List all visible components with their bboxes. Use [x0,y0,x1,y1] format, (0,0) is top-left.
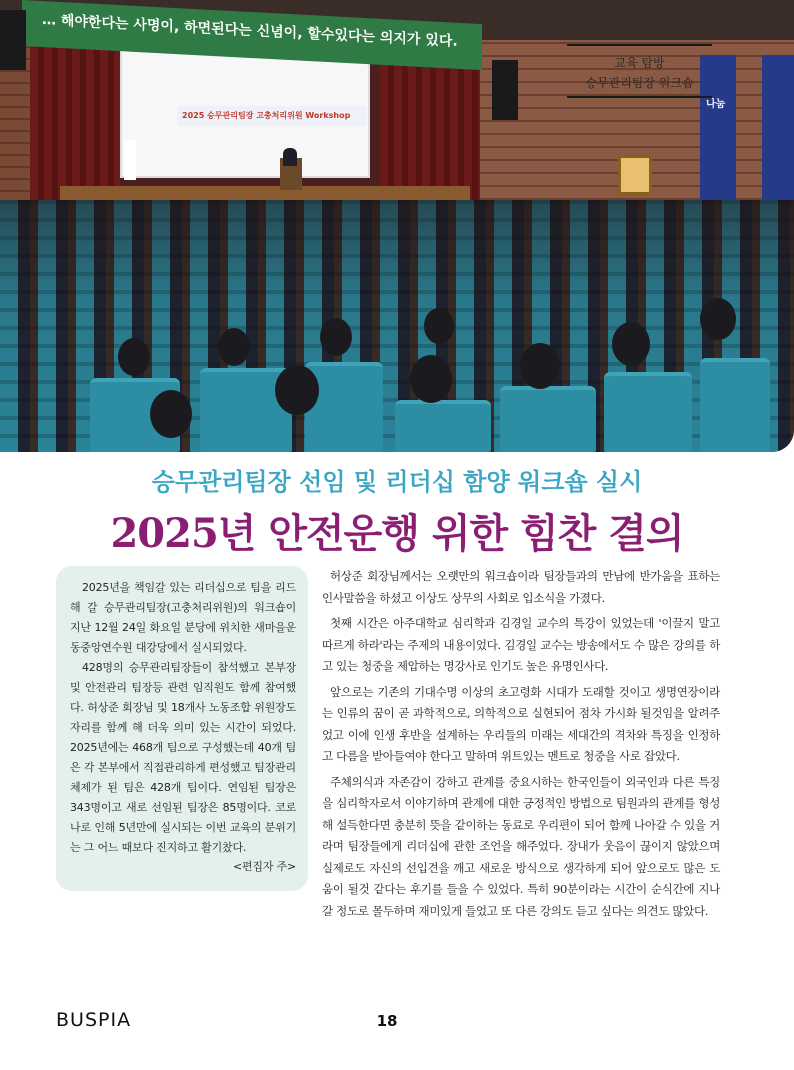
attendee-head [320,318,352,356]
attendee-head [424,308,454,344]
intro-paragraph: 428명의 승무관리팀장들이 참석했고 본부장 및 안전관리 팀장등 관련 임직원도 함께 참여했다. 허상준 회장님 및 18개사 노동조합 위원장도 자리를 함께 해 더욱 의미 있는 시간이 되었다. 2025년에는 468개 팀으로 구성했는데 40개 팀은 각 본부에서 직접관리하게 편성했고 팀장관리체제가 된 팀은 428개 팀이다. 연임된 팀장은 343명이고 새로 선임된 팀장은 85명이다. 코로나로 인해 5년만에 실시되는 이번 교육의 분위기는 그 어느 때보다 진지하고 활기찼다. [70,661,296,854]
article-subtitle: 승무관리팀장 선임 및 리더십 함양 워크숍 실시 [151,468,643,496]
hero-photo [0,0,794,452]
screen-text: 2025 승무관리팀장 고충처리위원 Workshop [182,111,351,120]
intro-box [56,566,308,891]
section-tag [567,44,712,104]
article-body [322,566,720,926]
body-paragraph: 주체의식과 자존감이 강하고 관계를 중요시하는 한국인들이 외국인과 다른 특징을 심리학자로서 이야기하며 관계에 대한 긍정적인 방법으로 팀원과의 관계를 형성해 설득한다면 충분히 뜻을 같이하는 동료로 우리편이 되어 함께 나아갈 수 있을 거라며 팀장들에게 리더십에 관한 조언을 해주었다. 장내가 웃음이 끊이지 않았으며 실제로도 자신의 선입견을 깨고 새로운 방식으로 생각하게 되어 앞으로도 많은 도움이 될것 같다는 후기를 들을 수 있었다. 특히 90분이라는 시간이 순식간에 지나갈 정도로 몰두하며 재미있게 들었고 또 다른 강의도 듣고 싶다는 의견도 많았다. [322,774,720,918]
article-title: 2025년 안전운행 위한 힘찬 결의 [110,510,684,557]
seat [305,362,383,452]
body-paragraph: 첫째 시간은 아주대학교 심리학과 김경일 교수의 특강이 있었는데 '이끌지 말고 따르게 하라'라는 주제의 내용이었다. 김경일 교수는 방송에서도 수 많은 강의를 하고 있는 청중을 제압하는 명강사로 인기도 높은 유명인사다. [322,616,720,673]
speaker-person [283,148,297,166]
section-topic: 승무관리팀장 워크숍 [585,76,694,90]
seat [700,358,770,452]
attendee-head [700,298,736,340]
flag [124,140,136,180]
attendee-head [218,328,250,366]
loudspeaker-left [0,10,26,70]
body-paragraph: 허상준 회장님께서는 오랫만의 워크숍이라 팀장들과의 만남에 반가움을 표하는 인사말씀을 하셨고 이상도 상무의 사회로 입소식을 가졌다. [322,569,720,605]
seat [604,372,692,452]
intro-paragraph: 2025년을 책임갈 있는 리더십으로 팀을 리드해 갈 승무관리팀장(고충처리위원)의 워크숍이 지난 12월 24일 화요일 분당에 위치한 새마을운동중앙연수원 대강당에서 실시되었다. [70,581,296,654]
slogan-banner: … 해야한다는 사명이, 하면된다는 신념이, 할수있다는 의지가 있다. [22,0,482,70]
magazine-logo: BUSPIA [56,1009,132,1031]
attendee-head [150,390,192,438]
projection-screen [120,48,370,178]
loudspeaker-right [492,60,518,120]
attendee-head [612,322,650,366]
seat [395,400,491,452]
attendee-head [275,365,319,415]
curtain-left [30,40,120,200]
page-number: 18 [376,1012,398,1030]
attendee-head [520,343,560,389]
attendee-head [118,338,150,376]
exit-door [618,155,652,195]
editor-note: <편집자 주> [232,860,296,873]
body-paragraph: 앞으로는 기존의 기대수명 이상의 초고령화 시대가 도래할 것이고 생명연장이라는 인류의 꿈이 곧 과학적으로, 의학적으로 실현되어 점차 가시화 될것임을 알려주었고 이에 인생 후반을 설계하는 우리들의 미래는 세대간의 격차와 특징을 인정하고 다름을 받아들여야 한다고 말하며 위트있는 멘트로 청중을 사로 잡았다. [322,684,720,763]
side-banner: 나눔 [700,55,736,200]
seat [500,386,596,452]
attendee-head [410,355,452,403]
section-category: 교육 탐방 [614,56,665,70]
side-banner-2 [762,55,794,200]
